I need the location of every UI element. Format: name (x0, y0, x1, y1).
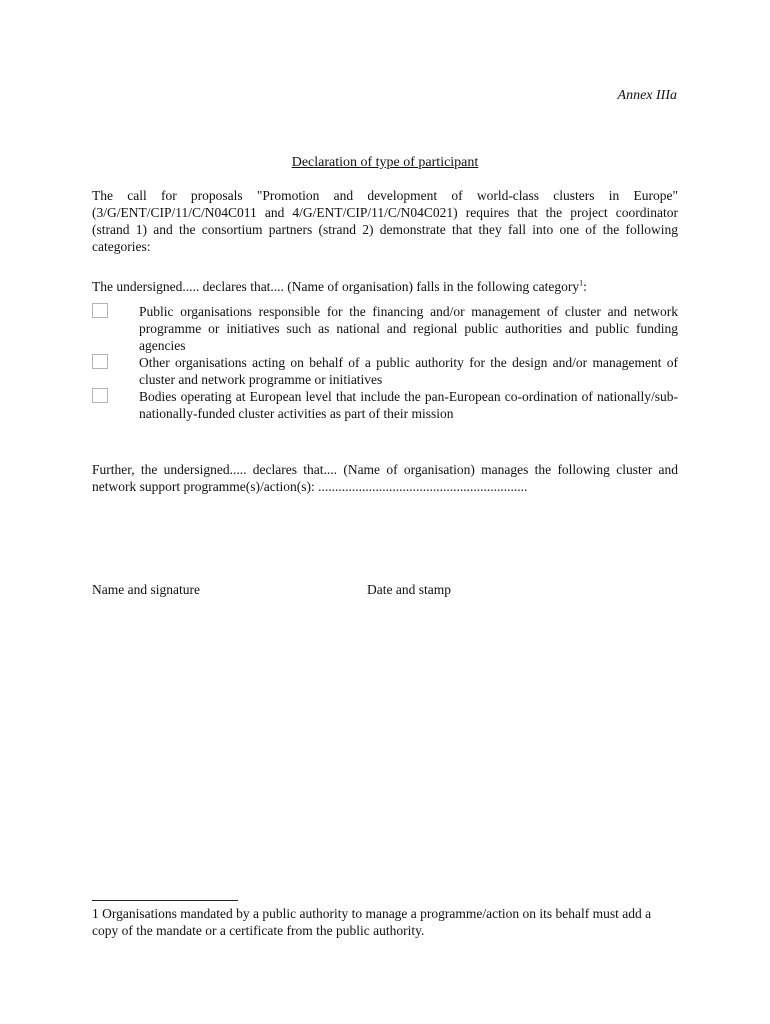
category-checkbox[interactable] (92, 388, 108, 403)
date-stamp-label: Date and stamp (367, 582, 451, 597)
undersigned-text: The undersigned..... declares that.... (Name of organisation) falls in the following category (92, 279, 580, 294)
category-label: Public organisations responsible for the financing and/or management of cluster and network programme or initiatives such as national and regional public authorities and public funding agencies (139, 304, 678, 353)
category-item-public-organisations (92, 303, 678, 354)
category-checkbox[interactable] (92, 354, 108, 369)
footnote-text: 1 Organisations mandated by a public authority to manage a programme/action on its behalf must add a copy of the mandate or a certificate from the public authority. (92, 906, 652, 938)
further-declaration: Further, the undersigned..... declares that.... (Name of organisation) manages the following cluster and network support programme(s)/action(s): .............................................................. (92, 462, 678, 494)
footnote-divider (92, 900, 238, 901)
footnote-reference[interactable]: 1 (579, 278, 584, 288)
annex-label: Annex IIIa (617, 88, 677, 103)
undersigned-statement (92, 278, 678, 295)
intro-paragraph: The call for proposals "Promotion and development of world-class clusters in Europe" (3/G/ENT/CIP/11/C/N04C011 and 4/G/ENT/CIP/11/C/N04C021) requires that the project coordinator (strand 1) and the consortium partners (strand 2) demonstrate that they fall into one of the following categories: (92, 188, 678, 254)
name-signature-label: Name and signature (92, 582, 200, 597)
category-item-other-organisations (92, 354, 678, 388)
document-title: Declaration of type of participant (291, 155, 479, 170)
category-checkbox[interactable] (92, 303, 108, 318)
category-label: Other organisations acting on behalf of a public authority for the design and/or management of cluster and network programme or initiatives (139, 355, 678, 387)
undersigned-suffix: : (583, 279, 587, 294)
category-label: Bodies operating at European level that include the pan-European co-ordination of nationally/sub-nationally-funded cluster activities as part of their mission (139, 389, 678, 421)
category-item-european-bodies (92, 388, 678, 422)
category-list (92, 303, 678, 422)
